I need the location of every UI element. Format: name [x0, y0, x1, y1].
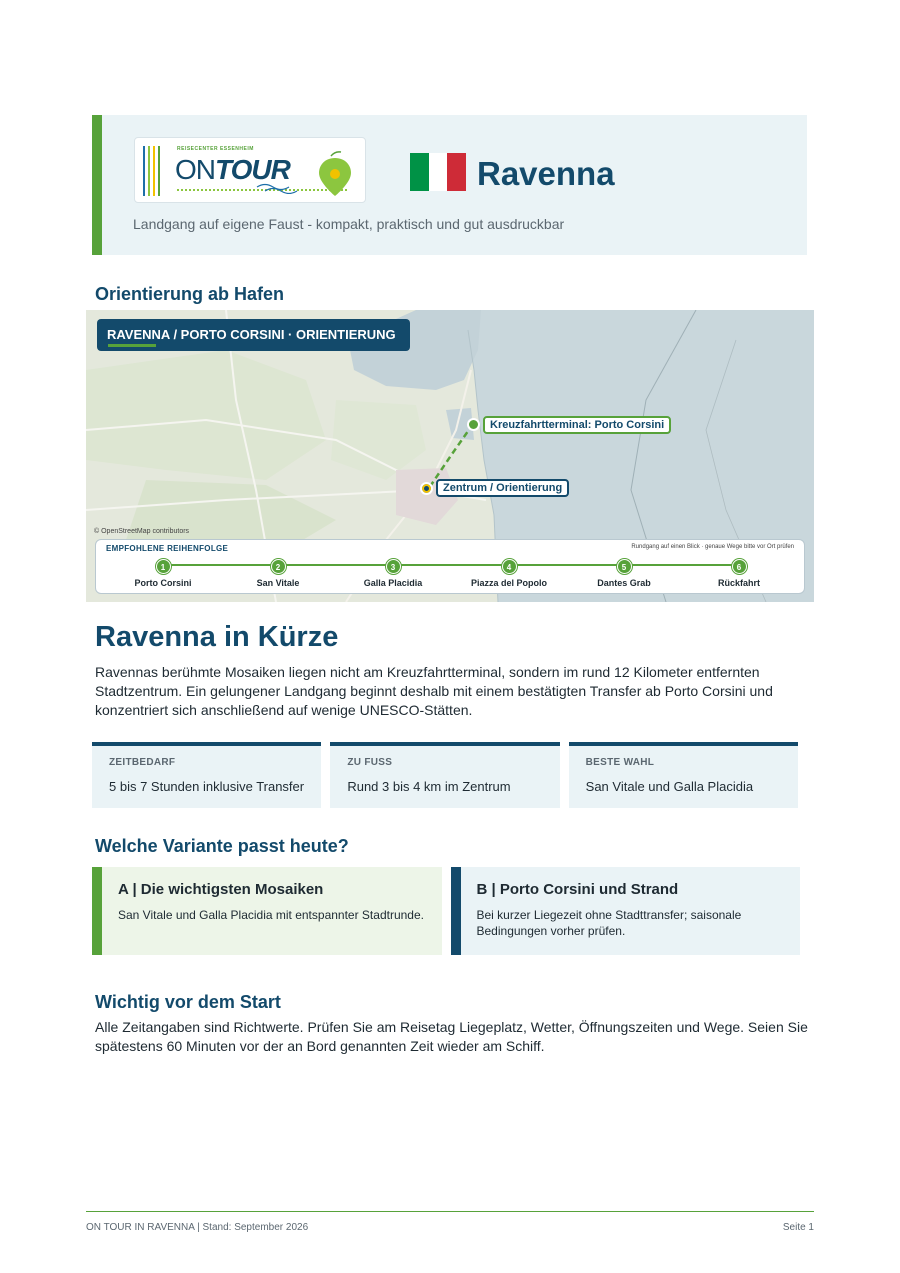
summary-title: Ravenna in Kürze: [95, 621, 339, 653]
wave-icon: [255, 182, 305, 194]
location-pin-icon: [317, 150, 353, 198]
variant-text: San Vitale und Galla Placidia mit entspannter Stadtrunde.: [118, 908, 424, 922]
route-panel: [95, 539, 805, 594]
terminal-label: Kreuzfahrtterminal: Porto Corsini: [483, 416, 671, 434]
summary-intro: Ravennas berühmte Mosaiken liegen nicht am Kreuzfahrtterminal, sondern im rund 12 Kilometer entfernten Stadtzentrum. Ein gelungener Landgang beginnt deshalb mit einem bestätigten Transfer ab Porto Corsini und konzentriert sich anschließend auf wenige UNESCO-Stätten.: [95, 664, 773, 718]
fact-value: 5 bis 7 Stunden inklusive Transfer: [109, 779, 305, 794]
map-title: RAVENNA / PORTO CORSINI · ORIENTIERUNG: [97, 319, 410, 351]
page-subtitle: Landgang auf eigene Faust - kompakt, praktisch und gut ausdruckbar: [133, 216, 565, 232]
variants-row: [92, 867, 800, 955]
important-text: Alle Zeitangaben sind Richtwerte. Prüfen Sie am Reisetag Liegeplatz, Wetter, Öffnungszeiten und Wege. Seien Sie spätestens 60 Minuten vor der an Bord genannten Zeit wieder am Schiff.: [95, 1019, 808, 1054]
route-stop: [684, 557, 794, 588]
orientation-heading: Orientierung ab Hafen: [95, 284, 285, 304]
center-label: Zentrum / Orientierung: [436, 479, 569, 497]
italy-flag-icon: [410, 153, 466, 191]
route-stop: [569, 557, 679, 588]
stop-number: 4: [502, 559, 517, 574]
variant-a-card: [92, 867, 442, 955]
page-title: Ravenna: [477, 155, 615, 192]
footer-divider: [86, 1211, 814, 1212]
stop-name: Dantes Grab: [597, 578, 651, 588]
route-stop: [454, 557, 564, 588]
fact-card: [330, 742, 559, 808]
orientation-map: [86, 310, 814, 602]
fact-value: San Vitale und Galla Placidia: [585, 779, 754, 794]
stop-name: Rückfahrt: [717, 578, 760, 588]
variants-heading: Welche Variante passt heute?: [95, 836, 349, 856]
route-stop: [223, 557, 333, 588]
header-banner: [92, 115, 807, 255]
stop-number: 5: [617, 559, 632, 574]
stop-number: 3: [386, 559, 401, 574]
route-stop: [108, 557, 218, 588]
fact-card: [569, 742, 798, 808]
page-number: Seite 1: [782, 1222, 814, 1233]
logo-wordmark: ONTOUR: [175, 154, 290, 185]
variant-title: A | Die wichtigsten Mosaiken: [118, 881, 324, 898]
route-heading: EMPFOHLENE REIHENFOLGE: [106, 544, 229, 553]
map-attribution: © OpenStreetMap contributors: [94, 528, 190, 535]
route-note: Rundgang auf einen Blick · genaue Wege bitte vor Ort prüfen: [631, 544, 794, 550]
fact-value: Rund 3 bis 4 km im Zentrum: [347, 779, 511, 794]
logo-bars: [143, 146, 161, 196]
stop-name: Galla Placidia: [363, 578, 423, 588]
variant-b-card: [451, 867, 801, 955]
variant-title: B | Porto Corsini und Strand: [476, 881, 679, 898]
route-stop: [338, 557, 448, 588]
footer-left-text: ON TOUR IN RAVENNA | Stand: September 2026: [86, 1222, 309, 1233]
fact-label: BESTE WAHL: [585, 757, 655, 768]
stop-name: San Vitale: [256, 578, 300, 588]
map-title-accent: [108, 344, 156, 347]
variant-text: Bei kurzer Liegezeit ohne Stadttransfer; saisonale Bedingungen vorher prüfen.: [476, 908, 742, 938]
stop-number: 1: [156, 559, 171, 574]
fact-label: ZU FUSS: [347, 757, 393, 768]
fact-label: ZEITBEDARF: [109, 757, 176, 768]
facts-row: [92, 742, 798, 808]
stop-number: 6: [732, 559, 747, 574]
terminal-marker: [467, 418, 480, 431]
ontour-logo: [134, 137, 366, 203]
stop-number: 2: [271, 559, 286, 574]
important-heading: Wichtig vor dem Start: [95, 992, 281, 1012]
stop-name: Piazza del Popolo: [470, 578, 547, 588]
fact-card: [92, 742, 321, 808]
stop-name: Porto Corsini: [134, 578, 192, 588]
logo-small-text: REISECENTER ESSENHEIM: [177, 146, 254, 152]
center-marker: [420, 482, 433, 495]
